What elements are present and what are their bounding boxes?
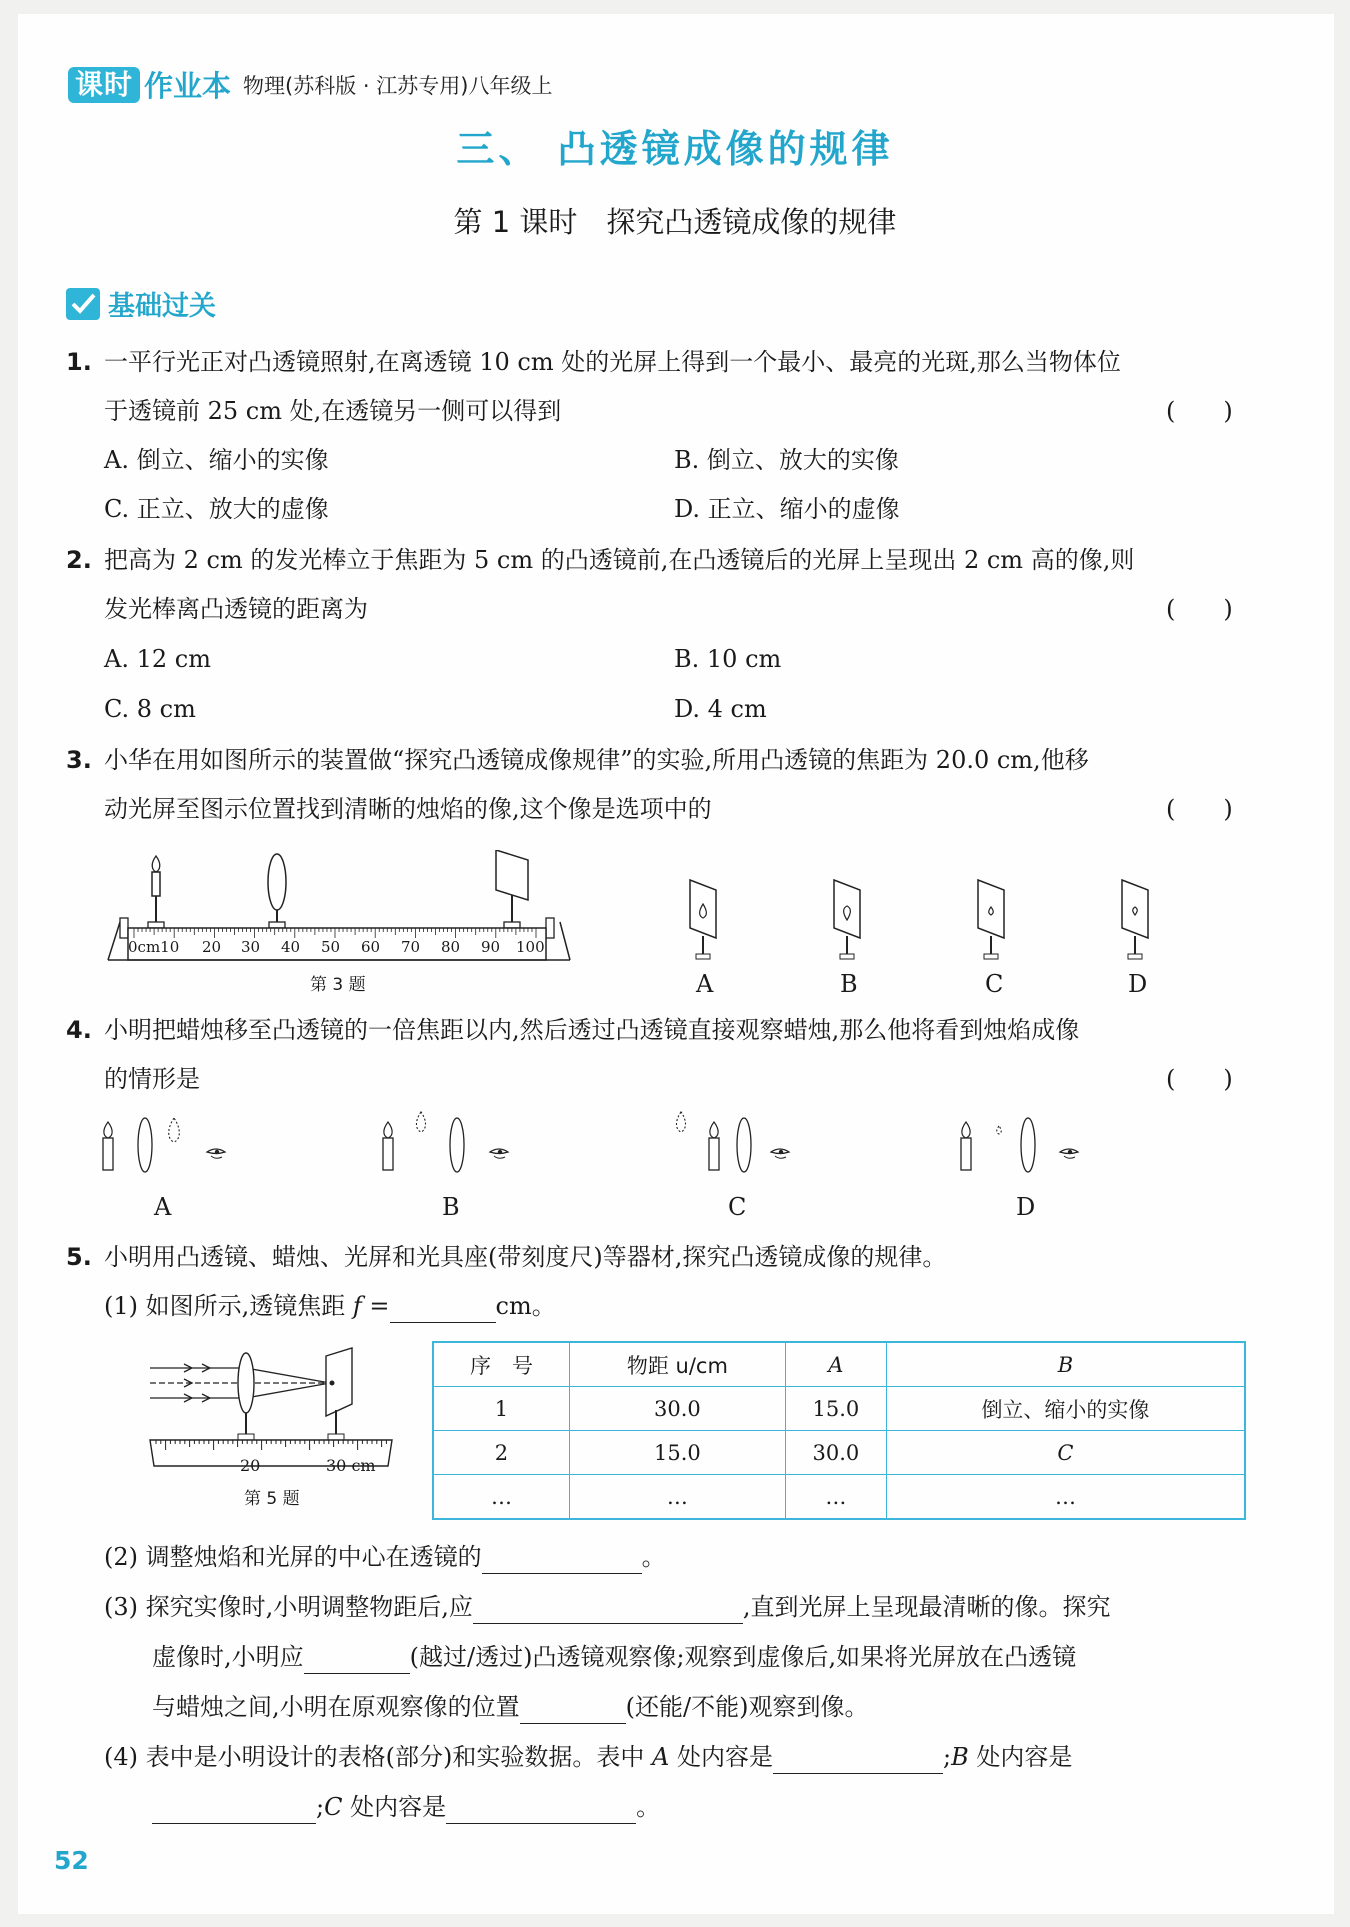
light-screen-icon [496,850,528,928]
table-row [433,1431,1245,1475]
text: (3) 探究实像时,小明调整物距后,应 [104,1593,473,1621]
option-a-figure [103,1118,225,1172]
question-part-3-cont [152,1690,868,1724]
variable-f: f [352,1292,362,1320]
brand-name: 作业本 [144,69,232,103]
figure-caption: 第 5 题 [244,1489,300,1509]
table-header: 序 号 [433,1342,569,1387]
book-header [68,64,552,105]
ruler-label: 20 [202,938,222,956]
option-label-b: B [442,1193,460,1221]
option-c-figure [676,1112,789,1172]
q4-option-figures [90,1110,1110,1190]
option-b: B. 倒立、放大的实像 [674,446,899,474]
variable-b: B [951,1743,969,1771]
text: 处内容是 [342,1793,447,1821]
text: (还能/不能)观察到像。 [625,1693,869,1721]
text: 与蜡烛之间,小明在原观察像的位置 [152,1693,520,1721]
option-b-figure [383,1112,508,1172]
answer-blank[interactable] [482,1547,642,1574]
option-label-a: A [696,970,714,998]
table-cell: 1 [433,1387,569,1431]
table-row [433,1387,1245,1431]
table-header: A [785,1342,886,1387]
table-cell: 15.0 [569,1431,785,1475]
text: cm。 [495,1292,556,1320]
ruler-label: 30 cm [326,1456,376,1475]
option-b: B. 10 cm [674,645,782,673]
text: 处内容是 [669,1743,773,1771]
question-text: 把高为 2 cm 的发光棒立于焦距为 5 cm 的凸透镜前,在凸透镜后的光屏上呈现出 2 cm 高的像,则 [104,546,1135,574]
option-label-c: C [985,970,1004,998]
table-cell: … [886,1475,1245,1520]
data-table [432,1341,1246,1520]
option-a: A. 倒立、缩小的实像 [104,446,329,474]
text: 。 [636,1793,661,1821]
ruler-label: 70 [401,938,421,956]
question-text: 一平行光正对凸透镜照射,在离透镜 10 cm 处的光屏上得到一个最小、最亮的光斑,那么当物体位 [104,348,1121,376]
answer-blank[interactable] [304,1647,410,1674]
table-header-row [433,1342,1245,1387]
text: (4) 表中是小明设计的表格(部分)和实验数据。表中 [104,1743,652,1771]
question-text: 小华在用如图所示的装置做“探究凸透镜成像规律”的实验,所用凸透镜的焦距为 20.0 cm,他移 [104,746,1089,774]
question-number: 1. [66,348,92,376]
question-text: 小明用凸透镜、蜡烛、光屏和光具座(带刻度尺)等器材,探究凸透镜成像的规律。 [104,1243,947,1271]
question-part-4 [104,1740,1072,1774]
text: ; [316,1793,325,1821]
lesson-title: 第 1 课时 探究凸透镜成像的规律 [453,205,897,239]
option-c: C. 8 cm [104,695,196,723]
brand-logo: 课时 [68,67,140,103]
ruler-label: 60 [361,938,381,956]
option-d-figure [961,1118,1078,1172]
ruler-label: 40 [281,938,301,956]
table-cell: 倒立、缩小的实像 [886,1387,1245,1431]
answer-paren: ( ) [1166,397,1233,425]
convex-lens-icon [268,854,286,928]
answer-paren: ( ) [1166,595,1233,623]
table-cell: … [433,1475,569,1520]
image-screen-c-icon [978,880,1004,959]
question-part-4-cont [152,1790,660,1824]
table-cell: 15.0 [785,1387,886,1431]
option-c: C. 正立、放大的虚像 [104,495,329,523]
option-label-c: C [728,1193,747,1221]
question-number: 2. [66,546,92,574]
question-part-2 [104,1540,666,1574]
text: (2) 调整烛焰和光屏的中心在透镜的 [104,1543,482,1571]
question-part-1 [104,1289,556,1323]
ruler-label: 50 [321,938,341,956]
text: ; [942,1743,952,1771]
ruler-label: 90 [481,938,501,956]
question-number: 4. [66,1016,92,1044]
candle-icon [148,856,164,928]
text: ,直到光屏上呈现最清晰的像。探究 [742,1593,1111,1621]
section-title: 基础过关 [108,291,216,322]
option-d: D. 4 cm [674,695,767,723]
page-number: 52 [54,1846,89,1875]
table-header: B [886,1342,1245,1387]
chapter-title: 三、 凸透镜成像的规律 [456,127,894,171]
option-a: A. 12 cm [104,645,211,673]
ruler-label: 0cm10 [128,938,180,956]
answer-paren: ( ) [1166,795,1233,823]
table-row [433,1475,1245,1520]
option-label-b: B [840,970,858,998]
option-label-a: A [154,1193,172,1221]
section-header [66,284,216,323]
variable-a: A [651,1743,670,1771]
text: 。 [641,1543,666,1571]
table-cell: 2 [433,1431,569,1475]
text: (越过/透过)凸透镜观察像;观察到虚像后,如果将光屏放在凸透镜 [409,1643,1077,1671]
table-cell: C [886,1431,1245,1475]
q3-option-images [680,876,1240,966]
question-text: 发光棒离凸透镜的距离为 [104,595,368,623]
question-part-3 [104,1590,1111,1624]
ruler-label: 30 [241,938,261,956]
question-part-3-cont [152,1640,1076,1674]
answer-blank[interactable] [473,1597,743,1624]
option-label-d: D [1128,970,1148,998]
text: 处内容是 [968,1743,1073,1771]
question-text: 动光屏至图示位置找到清晰的烛焰的像,这个像是选项中的 [104,795,712,823]
ruler-label: 100 [516,938,545,956]
figure-caption: 第 3 题 [310,975,366,995]
ruler-scale [128,938,558,960]
optical-bench-figure [100,850,580,980]
ruler-label: 80 [441,938,461,956]
option-d: D. 正立、缩小的虚像 [674,495,900,523]
text: 虚像时,小明应 [152,1643,304,1671]
checkbox-icon [66,288,100,320]
question-number: 3. [66,746,92,774]
ruler-label: 20 [240,1456,261,1475]
question-number: 5. [66,1243,92,1271]
image-screen-b-icon [834,880,860,959]
answer-paren: ( ) [1166,1065,1233,1093]
question-text: 于透镜前 25 cm 处,在透镜另一侧可以得到 [104,397,562,425]
book-subtitle: 物理(苏科版 · 江苏专用)八年级上 [243,73,553,98]
answer-blank[interactable] [446,1797,636,1824]
table-cell: 30.0 [569,1387,785,1431]
answer-blank[interactable] [152,1797,316,1824]
variable-c: C [324,1793,343,1821]
table-cell: … [785,1475,886,1520]
question-text: 的情形是 [104,1065,200,1093]
table-cell: 30.0 [785,1431,886,1475]
option-label-d: D [1016,1193,1036,1221]
answer-blank[interactable] [390,1296,496,1323]
question-text: 小明把蜡烛移至凸透镜的一倍焦距以内,然后透过凸透镜直接观察蜡烛,那么他将看到烛焰成像 [104,1016,1080,1044]
image-screen-d-icon [1122,880,1148,959]
image-screen-a-icon [690,880,716,959]
table-header: 物距 u/cm [569,1342,785,1387]
answer-blank[interactable] [520,1697,626,1724]
text: = [361,1292,390,1320]
table-cell: … [569,1475,785,1520]
answer-blank[interactable] [773,1747,943,1774]
text: (1) 如图所示,透镜焦距 [104,1292,353,1320]
